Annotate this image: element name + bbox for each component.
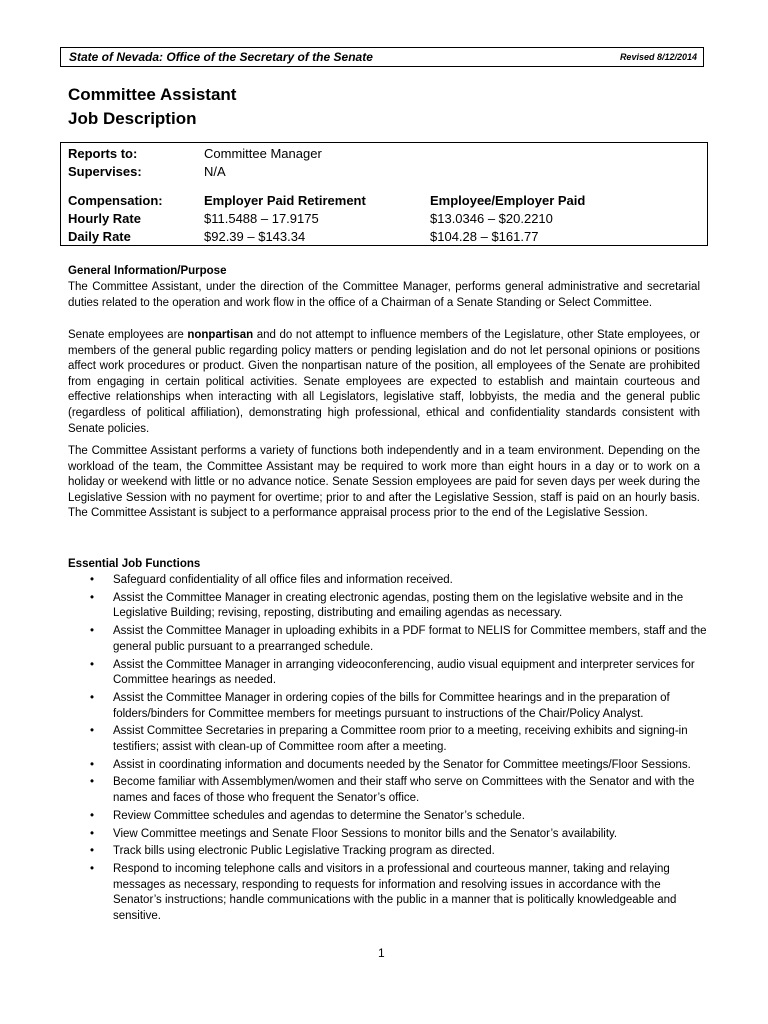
bullet-icon: • [90, 658, 95, 671]
list-item-text: Assist Committee Secretaries in preparing a Committee room prior to a meeting, receiving exhibits and signing-in testifiers; assist with clean-up of Committee room after a meeting. [113, 725, 688, 754]
reports-to-label: Reports to: [68, 146, 138, 161]
general-info-heading: General Information/Purpose [68, 265, 227, 277]
job-title: Committee Assistant [68, 85, 237, 104]
supervises-label: Supervises: [68, 164, 142, 179]
employee-employer-paid-header: Employee/Employer Paid [430, 193, 586, 208]
bullet-icon: • [90, 758, 95, 771]
list-item [68, 827, 708, 843]
page-number: 1 [378, 946, 385, 960]
essential-functions-heading: Essential Job Functions [68, 558, 201, 570]
list-item-text: View Committee meetings and Senate Floor Sessions to monitor bills and the Senator’s availability. [113, 827, 618, 840]
list-item [68, 862, 708, 925]
general-info-paragraph-1: The Committee Assistant, under the direction of the Committee Manager, performs general administrative and secretarial duties related to the operation and work flow in the office of a Chairman of a Senate Standing or Select Committee. [68, 281, 700, 309]
bullet-icon: • [90, 776, 95, 789]
list-item-text: Assist the Committee Manager in ordering copies of the bills for Committee hearings and in the preparation of folders/binders for Committee members for meetings pursuant to instructions of the Chair/Policy Analyst. [113, 691, 670, 720]
job-info-table [60, 142, 708, 246]
header-org-title: State of Nevada: Office of the Secretary of the Senate [69, 50, 373, 64]
nonpartisan-emphasis: nonpartisan [187, 329, 254, 341]
bullet-icon: • [90, 691, 95, 704]
list-item-text: Respond to incoming telephone calls and visitors in a professional and courteous manner, taking and relaying messages as necessary, responding to requests for information and resolving issues in accordance with the Senator’s instructions; handle communications with the public in a manner that is politically knowledgeable and sensitive. [113, 862, 677, 923]
document-header [60, 47, 704, 67]
bullet-icon: • [90, 827, 95, 840]
list-item [68, 658, 708, 689]
bullet-icon: • [90, 574, 95, 586]
bullet-icon: • [90, 862, 95, 875]
p2-text-pre: Senate employees are [68, 329, 188, 341]
bullet-icon: • [90, 809, 95, 822]
daily-rate-employer: $92.39 – $143.34 [204, 229, 306, 244]
list-item-text: Assist the Committee Manager in arranging videoconferencing, audio visual equipment and interpreter services for Committee hearings as needed. [113, 658, 695, 687]
list-item [68, 724, 708, 755]
list-item-text: Review Committee schedules and agendas to determine the Senator’s schedule. [113, 809, 525, 822]
list-item [68, 844, 708, 860]
list-item [68, 591, 708, 622]
bullet-icon: • [90, 591, 95, 604]
bullet-icon: • [90, 845, 95, 858]
p2-text-post: and do not attempt to influence members of the Legislature, other State employees, or members of the general public regarding policy matters or pending legislation and do not let personal opinions or positions affect work procedures or product. Given the nonpartisan nature of the position, all employees of the Senate are prohibited from engaging in certain political activities. Senate employees are expected to establish and maintain courteous and effective relationships when interacting with all Legislators, legislative staff, lobbyists, the media and the general public (regardless of political affiliation), demonstrating high professional, ethical and confidentiality standards consistent with Senate policies. [68, 329, 700, 435]
list-item [68, 775, 708, 806]
essential-functions-list [68, 573, 708, 927]
hourly-rate-employer: $11.5488 – 17.9175 [204, 211, 319, 226]
employer-paid-header: Employer Paid Retirement [204, 193, 366, 208]
supervises-value: N/A [204, 164, 226, 179]
list-item [68, 691, 708, 722]
daily-rate-employee: $104.28 – $161.77 [430, 229, 539, 244]
list-item [68, 573, 708, 589]
hourly-rate-label: Hourly Rate [68, 211, 141, 226]
reports-to-value: Committee Manager [204, 146, 322, 161]
list-item-text: Assist in coordinating information and documents needed by the Senator for Committee meetings/Floor Sessions. [113, 758, 691, 771]
general-info-paragraph-2 [68, 328, 700, 437]
general-info-paragraph-3: The Committee Assistant performs a variety of functions both independently and in a team environment. Depending on the workload of the team, the Committee Assistant may be required to work more than eight hours in a day or to work on a holiday or weekend with little or no advance notice. Senate Session employees are paid for seven days per week during the Legislative Session with no payment for overtime; prior to and after the Legislative Session, staff is paid on an hourly basis. The Committee Assistant is subject to a performance appraisal process prior to the end of the Legislative Session. [68, 445, 700, 520]
bullet-icon: • [90, 625, 95, 638]
list-item-text: Track bills using electronic Public Legislative Tracking program as directed. [113, 845, 495, 858]
list-item-text: Assist the Committee Manager in creating electronic agendas, posting them on the legislative website and in the Legislative Building; revising, reposting, distributing and emailing agendas as necessary. [113, 591, 684, 620]
daily-rate-label: Daily Rate [68, 229, 131, 244]
list-item-text: Assist the Committee Manager in uploading exhibits in a PDF format to NELIS for Committee members, staff and the general public pursuant to a prearranged schedule. [113, 625, 707, 653]
compensation-label: Compensation: [68, 193, 163, 208]
list-item [68, 809, 708, 825]
list-item [68, 624, 708, 655]
job-description-heading: Job Description [68, 109, 197, 128]
list-item [68, 758, 708, 774]
list-item-text: Safeguard confidentiality of all office files and information received. [113, 574, 453, 586]
hourly-rate-employee: $13.0346 – $20.2210 [430, 211, 553, 226]
bullet-icon: • [90, 725, 95, 738]
list-item-text: Become familiar with Assemblymen/women and their staff who serve on Committees with the Senator and with the names and faces of those who frequent the Senator’s office. [113, 776, 695, 805]
header-revised-date: Revised 8/12/2014 [619, 52, 697, 62]
